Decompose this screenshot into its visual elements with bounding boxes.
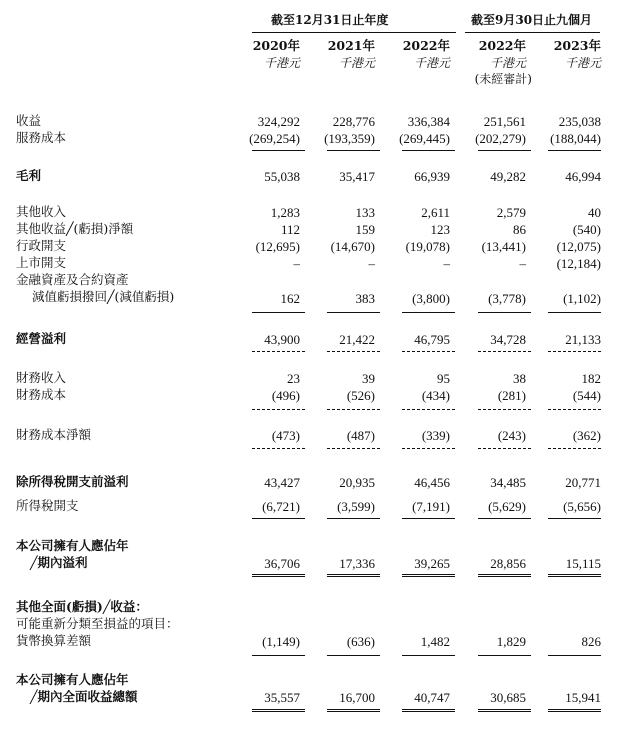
row-value: (12,184): [556, 256, 601, 271]
row-value: 40,747: [414, 690, 450, 705]
row-value: (496): [271, 388, 300, 403]
row-value: 35,417: [339, 169, 375, 184]
rule: [548, 351, 601, 352]
row-label-total-comprehensive-line2: ╱期內全面收益總額: [30, 689, 138, 704]
row-label-finance-income: 財務收入: [16, 370, 67, 385]
row-label-currency-translation: 貨幣換算差額: [16, 633, 92, 648]
unit-col-5: 千港元: [564, 56, 601, 70]
year-col-4: 2022年: [478, 38, 526, 53]
row-value: (12,695): [255, 239, 300, 254]
row-value: 38: [513, 371, 526, 386]
double-rule: [478, 709, 531, 712]
rule: [402, 655, 455, 656]
row-value: (269,254): [249, 131, 300, 146]
row-value: 1,283: [270, 205, 300, 220]
row-label-revenue: 收益: [16, 113, 42, 128]
row-value: (202,279): [475, 131, 526, 146]
row-value: 40: [588, 205, 601, 220]
row-value: 86: [513, 222, 526, 237]
row-value: 112: [280, 222, 300, 237]
row-value: 324,292: [257, 114, 300, 129]
row-value: 15,115: [565, 556, 601, 571]
rule: [327, 518, 380, 519]
row-value: 15,941: [565, 690, 601, 705]
row-value: 159: [355, 222, 375, 237]
rule: [402, 312, 455, 313]
row-value: 35,557: [264, 690, 300, 705]
row-label-cost-of-services: 服務成本: [16, 130, 67, 145]
rule: [252, 655, 305, 656]
row-value: (3,800): [412, 291, 450, 306]
unaudited-note: (未經審計): [474, 72, 532, 86]
row-value: 49,282: [490, 169, 526, 184]
row-value: (434): [421, 388, 450, 403]
row-value: 43,427: [264, 475, 300, 490]
rule: [548, 409, 601, 410]
row-value: –: [519, 256, 526, 271]
double-rule: [548, 709, 601, 712]
row-value: 162: [280, 291, 300, 306]
year-col-1: 2020年: [252, 38, 300, 53]
row-label-oci-reclass: 可能重新分類至損益的項目：: [16, 616, 179, 631]
header-underline-fy: [252, 32, 456, 33]
row-value: 228,776: [332, 114, 375, 129]
row-label-profit-before-tax: 除所得稅開支前溢利: [16, 474, 129, 489]
row-value: (1,149): [262, 634, 300, 649]
rule: [478, 351, 531, 352]
row-label-income-tax: 所得稅開支: [16, 498, 79, 513]
row-value: (7,191): [412, 499, 450, 514]
rule: [548, 312, 601, 313]
row-label-gross-profit: 毛利: [16, 168, 42, 183]
row-value: 17,336: [339, 556, 375, 571]
row-value: (473): [271, 428, 300, 443]
rule: [478, 312, 531, 313]
row-value: (1,102): [563, 291, 601, 306]
row-value: (13,441): [481, 239, 526, 254]
row-value: 1,829: [496, 634, 526, 649]
row-value: 123: [430, 222, 450, 237]
rule: [327, 312, 380, 313]
row-value: 20,771: [565, 475, 601, 490]
row-value: (3,778): [488, 291, 526, 306]
rule: [252, 312, 305, 313]
double-rule: [327, 574, 380, 577]
unit-col-4: 千港元: [489, 56, 526, 70]
row-value: 251,561: [483, 114, 526, 129]
rule: [478, 518, 531, 519]
rule: [252, 518, 305, 519]
row-label-oci-heading: 其他全面(虧損)╱收益：: [16, 599, 148, 614]
double-rule: [252, 574, 305, 577]
unit-col-2: 千港元: [338, 56, 375, 70]
row-value: (487): [346, 428, 375, 443]
row-value: (362): [572, 428, 601, 443]
row-value: 2,579: [496, 205, 526, 220]
row-label-other-gains: 其他收益╱(虧損)淨額: [16, 221, 134, 236]
double-rule: [327, 709, 380, 712]
row-value: 20,935: [339, 475, 375, 490]
rule: [252, 409, 305, 410]
row-value: (188,044): [550, 131, 601, 146]
row-value: (14,670): [330, 239, 375, 254]
row-value: 36,706: [264, 556, 300, 571]
row-label-profit-attributable-line2: ╱期內溢利: [30, 555, 88, 570]
row-value: 182: [581, 371, 601, 386]
row-value: 1,482: [420, 634, 450, 649]
row-label-admin-expenses: 行政開支: [16, 238, 67, 253]
row-value: 34,728: [490, 332, 526, 347]
row-value: (5,656): [563, 499, 601, 514]
row-value: (193,359): [324, 131, 375, 146]
row-value: 46,994: [565, 169, 601, 184]
row-value: (3,599): [337, 499, 375, 514]
row-label-finance-costs: 財務成本: [16, 387, 67, 402]
header-group-fy: 截至12月31日止年度: [271, 13, 389, 27]
header-group-9m: 截至9月30日止九個月: [471, 13, 593, 27]
double-rule: [548, 574, 601, 577]
row-value: (19,078): [405, 239, 450, 254]
row-value: 336,384: [407, 114, 450, 129]
double-rule: [478, 574, 531, 577]
row-label-impairment-line2: 減值虧損撥回╱(減值虧損): [32, 289, 175, 304]
unit-col-3: 千港元: [413, 56, 450, 70]
rule: [327, 351, 380, 352]
row-value: 235,038: [558, 114, 601, 129]
row-value: 39: [362, 371, 375, 386]
rule: [327, 448, 380, 449]
year-col-5: 2023年: [553, 38, 601, 53]
rule: [402, 448, 455, 449]
rule: [402, 351, 455, 352]
rule: [327, 655, 380, 656]
row-value: 826: [581, 634, 601, 649]
row-value: 21,422: [339, 332, 375, 347]
rule: [327, 150, 380, 151]
row-value: –: [293, 256, 300, 271]
row-value: (243): [497, 428, 526, 443]
row-value: (526): [346, 388, 375, 403]
rule: [478, 409, 531, 410]
year-col-3: 2022年: [402, 38, 450, 53]
row-value: (12,075): [556, 239, 601, 254]
row-value: 66,939: [414, 169, 450, 184]
row-value: 23: [287, 371, 300, 386]
double-rule: [402, 574, 455, 577]
double-rule: [252, 709, 305, 712]
row-value: 46,795: [414, 332, 450, 347]
rule: [402, 409, 455, 410]
rule: [327, 409, 380, 410]
row-value: 43,900: [264, 332, 300, 347]
row-value: (339): [421, 428, 450, 443]
rule: [402, 518, 455, 519]
row-label-operating-profit: 經營溢利: [16, 331, 67, 346]
row-label-net-finance-costs: 財務成本淨額: [16, 427, 92, 442]
row-label-impairment: 金融資產及合約資產: [16, 272, 129, 287]
rule: [402, 150, 455, 151]
row-value: (6,721): [262, 499, 300, 514]
row-value: –: [443, 256, 450, 271]
rule: [252, 150, 305, 151]
row-value: 55,038: [264, 169, 300, 184]
row-value: (544): [572, 388, 601, 403]
row-label-total-comprehensive: 本公司擁有人應佔年: [16, 672, 129, 687]
year-col-2: 2021年: [327, 38, 375, 53]
rule: [478, 448, 531, 449]
rule: [548, 518, 601, 519]
row-value: 39,265: [414, 556, 450, 571]
rule: [548, 655, 601, 656]
row-value: (269,445): [399, 131, 450, 146]
row-value: 133: [355, 205, 375, 220]
unit-col-1: 千港元: [263, 56, 300, 70]
rule: [548, 448, 601, 449]
row-value: –: [368, 256, 375, 271]
rule: [252, 351, 305, 352]
row-label-profit-attributable: 本公司擁有人應佔年: [16, 538, 129, 553]
row-value: (281): [497, 388, 526, 403]
rule: [252, 448, 305, 449]
row-label-listing-expenses: 上市開支: [16, 255, 67, 270]
row-value: 21,133: [565, 332, 601, 347]
row-value: (5,629): [488, 499, 526, 514]
rule: [478, 655, 531, 656]
row-label-other-income: 其他收入: [16, 204, 67, 219]
row-value: 34,485: [490, 475, 526, 490]
row-value: 28,856: [490, 556, 526, 571]
row-value: 95: [437, 371, 450, 386]
double-rule: [402, 709, 455, 712]
row-value: 383: [355, 291, 375, 306]
rule: [548, 150, 601, 151]
row-value: (636): [346, 634, 375, 649]
row-value: 46,456: [414, 475, 450, 490]
rule: [478, 150, 531, 151]
header-underline-9m: [465, 32, 600, 33]
row-value: 2,611: [421, 205, 450, 220]
row-value: (540): [572, 222, 601, 237]
row-value: 16,700: [339, 690, 375, 705]
row-value: 30,685: [490, 690, 526, 705]
